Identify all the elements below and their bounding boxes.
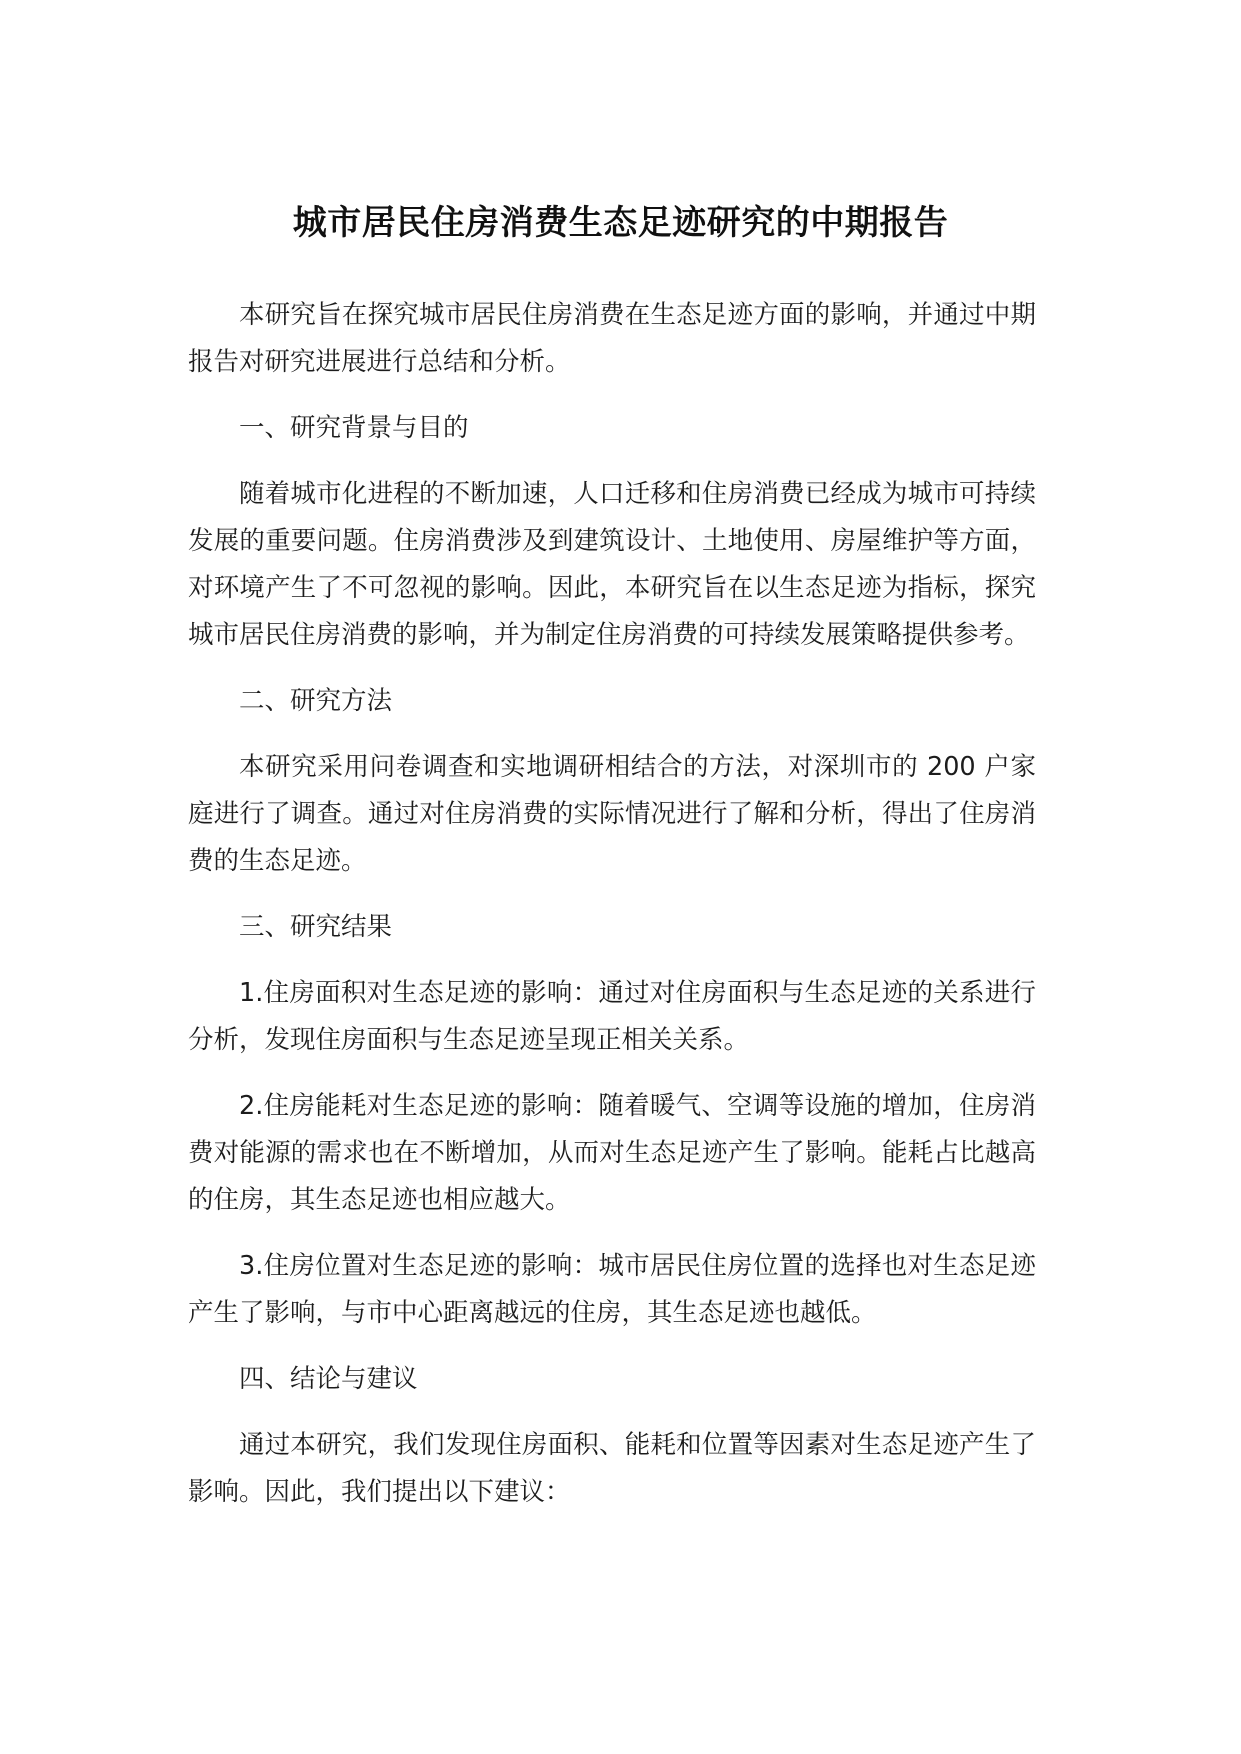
section-heading-method: 二、研究方法 xyxy=(239,686,393,716)
section-heading-conclusion: 四、结论与建议 xyxy=(239,1364,418,1394)
section-heading-background: 一、研究背景与目的 xyxy=(239,413,469,443)
background-paragraph: 随着城市化进程的不断加速，人口迁移和住房消费已经成为城市可持续发展的重要问题。住房消费涉及到建筑设计、土地使用、房屋维护等方面，对环境产生了不可忽视的影响。因此，本研究旨在以生态足迹为指标，探究城市居民住房消费的影响，并为制定住房消费的可持续发展策略提供参考。 xyxy=(188,479,1036,650)
conclusion-paragraph: 通过本研究，我们发现住房面积、能耗和位置等因素对生态足迹产生了影响。因此，我们提出以下建议： xyxy=(188,1430,1036,1507)
method-paragraph: 本研究采用问卷调查和实地调研相结合的方法，对深圳市的 200 户家庭进行了调查。通过对住房消费的实际情况进行了解和分析，得出了住房消费的生态足迹。 xyxy=(188,752,1036,876)
document-title: 城市居民住房消费生态足迹研究的中期报告 xyxy=(292,202,949,243)
section-heading-results: 三、研究结果 xyxy=(239,912,393,942)
document-body xyxy=(188,292,1036,1535)
result-item-area: 1.住房面积对生态足迹的影响：通过对住房面积与生态足迹的关系进行分析，发现住房面积与生态足迹呈现正相关关系。 xyxy=(188,978,1036,1055)
result-item-energy: 2.住房能耗对生态足迹的影响：随着暖气、空调等设施的增加，住房消费对能源的需求也在不断增加，从而对生态足迹产生了影响。能耗占比越高的住房，其生态足迹也相应越大。 xyxy=(188,1091,1036,1215)
intro-paragraph: 本研究旨在探究城市居民住房消费在生态足迹方面的影响，并通过中期报告对研究进展进行总结和分析。 xyxy=(188,300,1036,377)
result-item-location: 3.住房位置对生态足迹的影响：城市居民住房位置的选择也对生态足迹产生了影响，与市中心距离越远的住房，其生态足迹也越低。 xyxy=(188,1251,1036,1328)
